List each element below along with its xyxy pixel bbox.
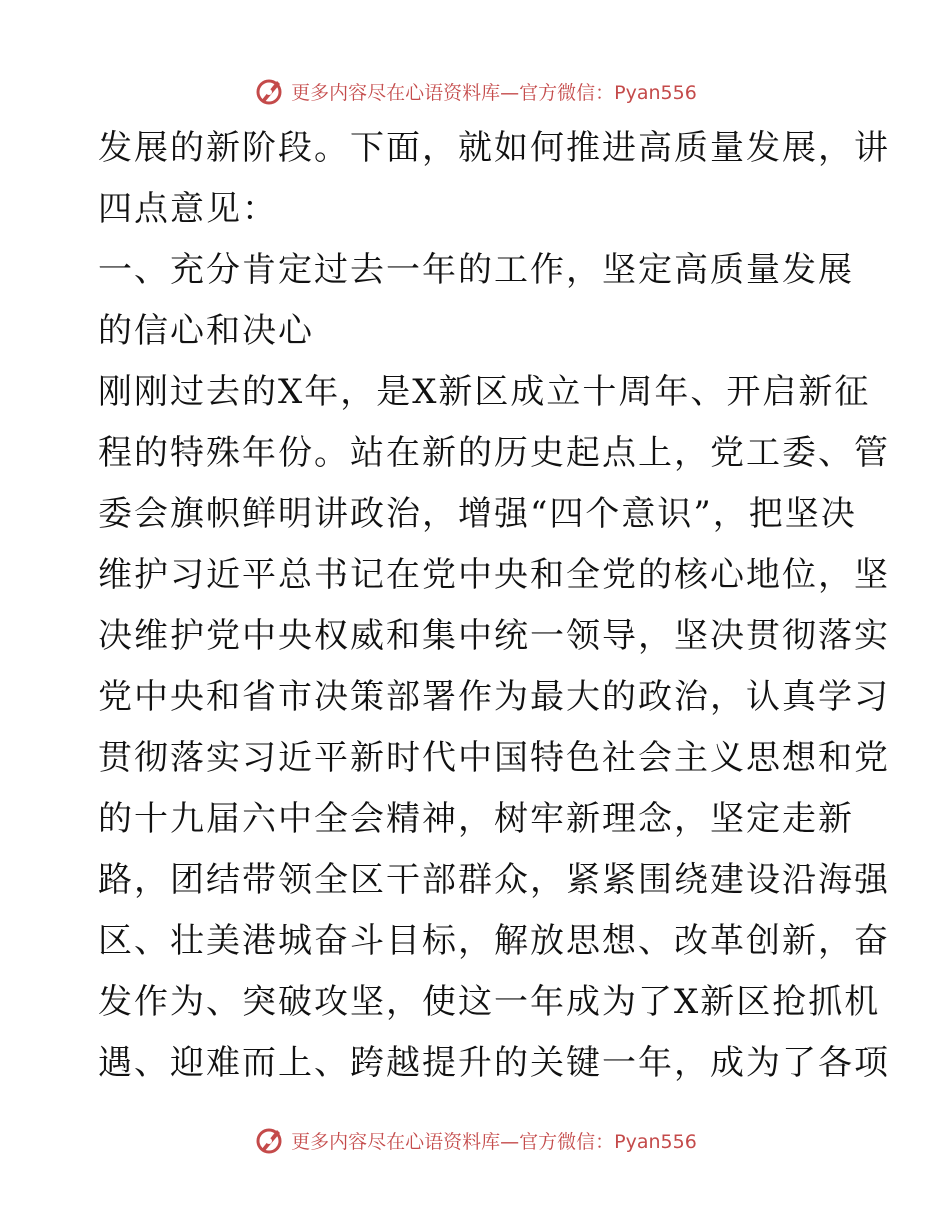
section-heading-line: 的信心和决心 (98, 311, 314, 351)
footer-watermark-banner (0, 1120, 950, 1160)
text-line: 维护习近平总书记在党中央和全党的核心地位，坚 (98, 555, 890, 595)
text-line: 刚刚过去的X年，是X新区成立十周年、开启新征 (98, 372, 871, 412)
text-line: 委会旗帜鲜明讲政治，增强“四个意识”，把坚决 (98, 494, 857, 534)
quill-circle-icon (253, 75, 285, 107)
text-line: 程的特殊年份。站在新的历史起点上，党工委、管 (98, 433, 890, 473)
quill-circle-icon (253, 1124, 285, 1156)
section-heading-line: 一、充分肯定过去一年的工作，坚定高质量发展 (98, 250, 854, 290)
text-line: 四点意见： (98, 189, 278, 229)
header-banner-text: 更多内容尽在心语资料库—官方微信：Pyan556 (291, 81, 697, 104)
text-line: 发展的新阶段。下面，就如何推进高质量发展，讲 (98, 128, 890, 168)
text-line: 发作为、突破攻坚，使这一年成为了X新区抢抓机 (98, 982, 881, 1022)
text-line: 的十九届六中全会精神，树牢新理念，坚定走新 (98, 799, 854, 839)
text-line: 路，团结带领全区干部群众，紧紧围绕建设沿海强 (98, 860, 890, 900)
header-watermark-banner (0, 71, 950, 111)
text-line: 遇、迎难而上、跨越提升的关键一年，成为了各项 (98, 1043, 890, 1083)
text-line: 党中央和省市决策部署作为最大的政治，认真学习 (98, 677, 890, 717)
text-line: 贯彻落实习近平新时代中国特色社会主义思想和党 (98, 738, 890, 778)
text-line: 区、壮美港城奋斗目标，解放思想、改革创新，奋 (98, 921, 890, 961)
footer-banner-text: 更多内容尽在心语资料库—官方微信：Pyan556 (291, 1130, 697, 1153)
document-body (98, 118, 890, 1094)
text-line: 决维护党中央权威和集中统一领导，坚决贯彻落实 (98, 616, 890, 656)
